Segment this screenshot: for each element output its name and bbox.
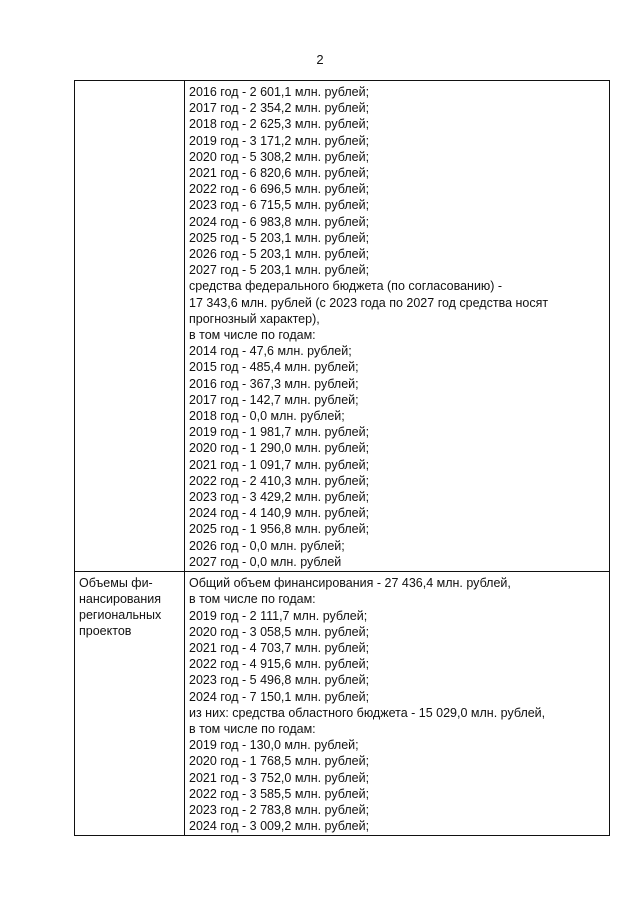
funding-line: 2024 год - 7 150,1 млн. рублей; [189,689,370,704]
row-label-line: региональных [79,608,162,623]
funding-line: 2023 год - 3 429,2 млн. рублей; [189,490,370,505]
funding-line: 2016 год - 2 601,1 млн. рублей; [189,85,370,99]
funding-line: 2017 год - 142,7 млн. рублей; [189,392,359,407]
funding-line: 2024 год - 4 140,9 млн. рублей; [189,506,370,521]
funding-line: 2019 год - 130,0 млн. рублей; [189,738,359,753]
funding-line: 2023 год - 6 715,5 млн. рублей; [189,198,370,213]
funding-line: 2014 год - 47,6 млн. рублей; [189,344,352,359]
funding-line: 2022 год - 6 696,5 млн. рублей; [189,182,370,197]
funding-line: 2025 год - 1 956,8 млн. рублей; [189,522,370,537]
funding-line: 2020 год - 3 058,5 млн. рублей; [189,624,370,639]
funding-line: 2023 год - 2 783,8 млн. рублей; [189,802,370,817]
funding-line: Общий объем финансирования - 27 436,4 млн. рублей, [189,576,511,591]
row-label-line: нансирования [79,592,162,607]
funding-line: в том числе по годам: [189,328,316,343]
funding-line: 2015 год - 485,4 млн. рублей; [189,360,359,375]
row-label-cell [75,572,185,836]
funding-line: 2022 год - 3 585,5 млн. рублей; [189,786,370,801]
funding-line: 2021 год - 1 091,7 млн. рублей; [189,457,370,472]
funding-line: 2022 год - 2 410,3 млн. рублей; [189,473,370,488]
funding-line: 2024 год - 6 983,8 млн. рублей; [189,214,370,229]
row-label-line: Объемы фи- [79,576,153,591]
funding-line: 2020 год - 1 290,0 млн. рублей; [189,441,370,456]
row-label-cell [75,81,185,572]
row-content-cell [185,81,610,572]
funding-line: 2026 год - 5 203,1 млн. рублей; [189,247,370,262]
funding-line: 2021 год - 3 752,0 млн. рублей; [189,770,370,785]
funding-line: 2019 год - 3 171,2 млн. рублей; [189,133,370,148]
funding-line: 2027 год - 0,0 млн. рублей [189,554,342,569]
funding-line: 2018 год - 0,0 млн. рублей; [189,409,345,424]
funding-line: 2018 год - 2 625,3 млн. рублей; [189,117,370,132]
funding-line: 2017 год - 2 354,2 млн. рублей; [189,101,370,116]
funding-line: средства федерального бюджета (по согласованию) - [189,279,503,294]
funding-line: 2022 год - 4 915,6 млн. рублей; [189,657,370,672]
funding-line: 2016 год - 367,3 млн. рублей; [189,376,359,391]
funding-line: в том числе по годам: [189,721,316,736]
page-number: 2 [316,52,324,67]
funding-line: 2021 год - 4 703,7 млн. рублей; [189,640,370,655]
funding-line: прогнозный характер), [189,311,320,326]
funding-line: 2020 год - 5 308,2 млн. рублей; [189,149,370,164]
funding-line: 2027 год - 5 203,1 млн. рублей; [189,263,370,278]
row-label-line: проектов [79,624,132,639]
table-body [75,81,610,836]
funding-line: 2024 год - 3 009,2 млн. рублей; [189,819,370,834]
funding-line: 2026 год - 0,0 млн. рублей; [189,538,345,553]
row-content-cell [185,572,610,836]
funding-line: 2020 год - 1 768,5 млн. рублей; [189,754,370,769]
funding-line: 2023 год - 5 496,8 млн. рублей; [189,673,370,688]
funding-line: в том числе по годам: [189,592,316,607]
funding-line: 2021 год - 6 820,6 млн. рублей; [189,166,370,181]
funding-line: 17 343,6 млн. рублей (с 2023 года по 2027 год средства носят [189,295,549,310]
funding-line: 2019 год - 1 981,7 млн. рублей; [189,425,370,440]
table-row [75,81,610,572]
passport-table [74,80,610,836]
funding-line: 2019 год - 2 111,7 млн. рублей; [189,608,368,623]
funding-line: из них: средства областного бюджета - 15 029,0 млн. рублей, [189,705,546,720]
table-row [75,572,610,836]
funding-line: 2025 год - 5 203,1 млн. рублей; [189,230,370,245]
